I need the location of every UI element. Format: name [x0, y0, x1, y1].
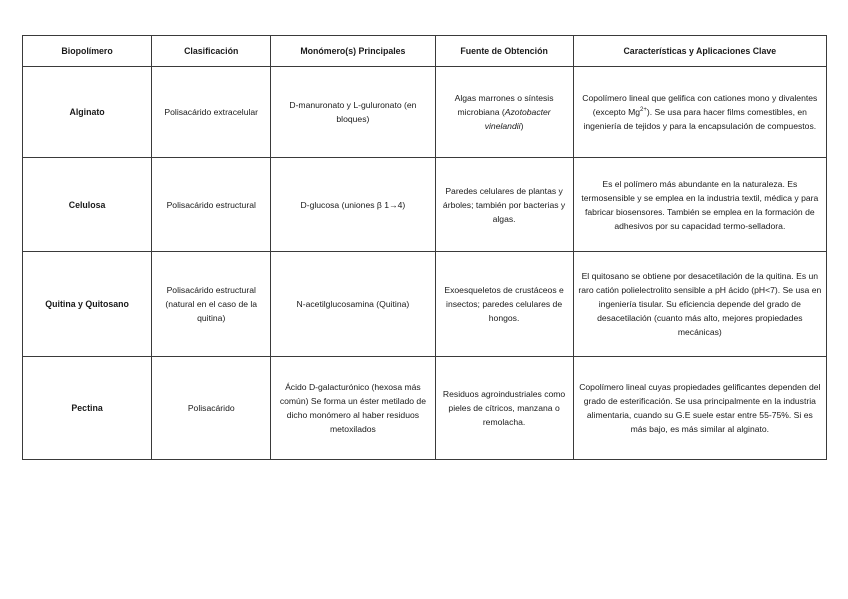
- header-fuente: Fuente de Obtención: [435, 36, 573, 67]
- cell-name: Celulosa: [23, 158, 152, 252]
- cell-caracteristicas: Copolímero lineal cuyas propiedades gelificantes dependen del grado de esterificación. Se usa principalmente en la industria alimentaria, cuando su G.E suele estar entre 55-75%. Si es más bajo, es más similar al alginato.: [573, 357, 826, 460]
- header-biopolimero: Biopolímero: [23, 36, 152, 67]
- table-row: [23, 252, 827, 357]
- cell-name: Pectina: [23, 357, 152, 460]
- caract-part2: ). Se usa para hacer films comestibles, en ingeniería de tejidos y para la encapsulación de compuestos.: [583, 107, 817, 131]
- cell-caracteristicas: Es el polímero más abundante en la naturaleza. Es termosensible y se emplea en la industria textil, médica y para fabricar biosensores. También se emplea en la formación de adhesivos por su capacidad termo-selladora.: [573, 158, 826, 252]
- table-row: [23, 158, 827, 252]
- fuente-end: ): [520, 121, 524, 131]
- cell-fuente: [435, 67, 573, 158]
- table-header-row: [23, 36, 827, 67]
- cell-clasificacion: Polisacárido extracelular: [152, 67, 271, 158]
- cell-monomeros: N-acetilglucosamina (Quitina): [271, 252, 435, 357]
- fuente-italic: Azotobacter vinelandii: [484, 107, 551, 131]
- cell-caracteristicas: El quitosano se obtiene por desacetilación de la quitina. Es un raro catión polielectrolito sensible a pH ácido (pH<7). Se usa en ingeniería tisular. Su eficiencia depende del grado de desacetilación (cuanto más alto, mejores propiedades mecánicas): [573, 252, 826, 357]
- cell-monomeros: D-manuronato y L-guluronato (en bloques): [271, 67, 435, 158]
- header-monomeros: Monómero(s) Principales: [271, 36, 435, 67]
- header-caracteristicas: Características y Aplicaciones Clave: [573, 36, 826, 67]
- biopolymer-table: [22, 35, 827, 460]
- cell-monomeros: D-glucosa (uniones β 1→4): [271, 158, 435, 252]
- header-clasificacion: Clasificación: [152, 36, 271, 67]
- fuente-text: Algas marrones o síntesis microbiana (: [454, 93, 554, 117]
- cell-name: Alginato: [23, 67, 152, 158]
- cell-monomeros: Ácido D-galacturónico (hexosa más común) Se forma un éster metilado de dicho monómero al haber residuos metoxilados: [271, 357, 435, 460]
- cell-caracteristicas: [573, 67, 826, 158]
- cell-fuente: Exoesqueletos de crustáceos e insectos; paredes celulares de hongos.: [435, 252, 573, 357]
- cell-fuente: Residuos agroindustriales como pieles de cítricos, manzana o remolacha.: [435, 357, 573, 460]
- cell-name: Quitina y Quitosano: [23, 252, 152, 357]
- cell-fuente: Paredes celulares de plantas y árboles; también por bacterias y algas.: [435, 158, 573, 252]
- cell-clasificacion: Polisacárido estructural: [152, 158, 271, 252]
- caract-superscript: 2+: [640, 107, 647, 114]
- cell-clasificacion: Polisacárido estructural (natural en el caso de la quitina): [152, 252, 271, 357]
- table-row: [23, 357, 827, 460]
- caract-part1: Copolímero lineal que gelifica con cationes mono y divalentes (excepto Mg: [582, 93, 818, 117]
- cell-clasificacion: Polisacárido: [152, 357, 271, 460]
- table-row: [23, 67, 827, 158]
